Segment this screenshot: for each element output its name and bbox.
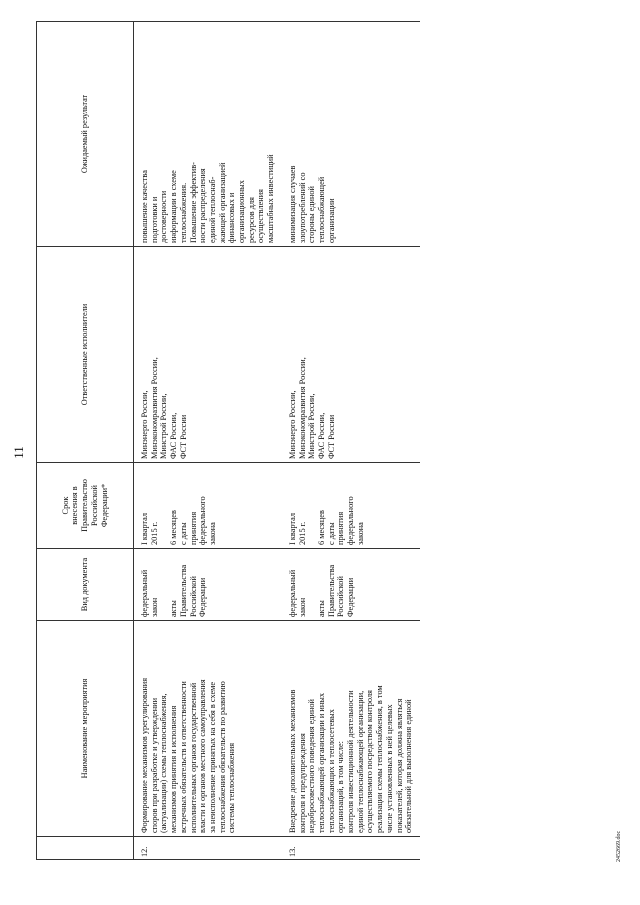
deadline: I квартал 2015 г. 6 месяцев с даты принятия федерального закона	[134, 463, 282, 549]
header-expected-result: Ожидаемый результат	[37, 22, 134, 247]
header-document-type: Вид документа	[37, 549, 134, 621]
row-number: 12.	[134, 837, 282, 860]
table-row	[282, 22, 420, 860]
measures-table	[36, 21, 420, 860]
header-number	[37, 837, 134, 860]
page-number: 11	[11, 446, 26, 459]
table-header-row	[37, 22, 134, 860]
row-number: 13.	[282, 837, 420, 860]
expected-result: повышение качества подготовки и достоверности информации в схеме теплоснабжения. Повышение эффектив- ности распределения единой теплоснаб- жающей организацией финансовых и организационных ресурсов для осуществления масштабных инвестиций	[134, 22, 282, 247]
header-deadline: Срок внесения в Правительство Российской Федерации*	[37, 463, 134, 549]
header-executors: Ответственные исполнители	[37, 247, 134, 463]
executors: Минэнерго России, Минэкономразвития России, Минстрой России, ФАС России, ФСТ России	[134, 247, 282, 463]
measure-name: Формирование механизмов урегулирования споров при разработке и утверждении (актуализации) схемы теплоснабжения, механизмов принятия и исполнения встречных обязательств и ответственности исполнительных органов государственной власти и органов местного самоуправления за неисполнение принятых на себя в схеме теплоснабжения обязательств по развитию системы теплоснабжения	[134, 621, 282, 837]
expected-result: минимизация случаев злоупотреблений со стороны единой теплоснабжающей организации	[282, 22, 420, 247]
document-type: федеральный закон акты Правительства Российской Федерации	[282, 549, 420, 621]
deadline: I квартал 2015 г. 6 месяцев с даты принятия федерального закона	[282, 463, 420, 549]
executors: Минэнерго России, Минэкономразвития России, Минстрой России, ФАС России, ФСТ России	[282, 247, 420, 463]
document-id: 2452669.doc	[616, 830, 622, 862]
table-row	[134, 22, 282, 860]
measure-name: Внедрение дополнительных механизмов контроля и предупреждения недобросовестного поведения единой теплоснабжающей организации и иных теплоснабжающих и теплосетевых организаций, в том числе: контроля инвестиционной деятельности единой теплоснабжающей организации, осуществляемого посредством контроля реализации схемы теплоснабжения, в том числе установленных в ней целевых показателей, которая должна являться обязательной для выполнения единой	[282, 621, 420, 837]
document-type: федеральный закон акты Правительства Российской Федерации	[134, 549, 282, 621]
header-measure-name: Наименование мероприятия	[37, 621, 134, 837]
